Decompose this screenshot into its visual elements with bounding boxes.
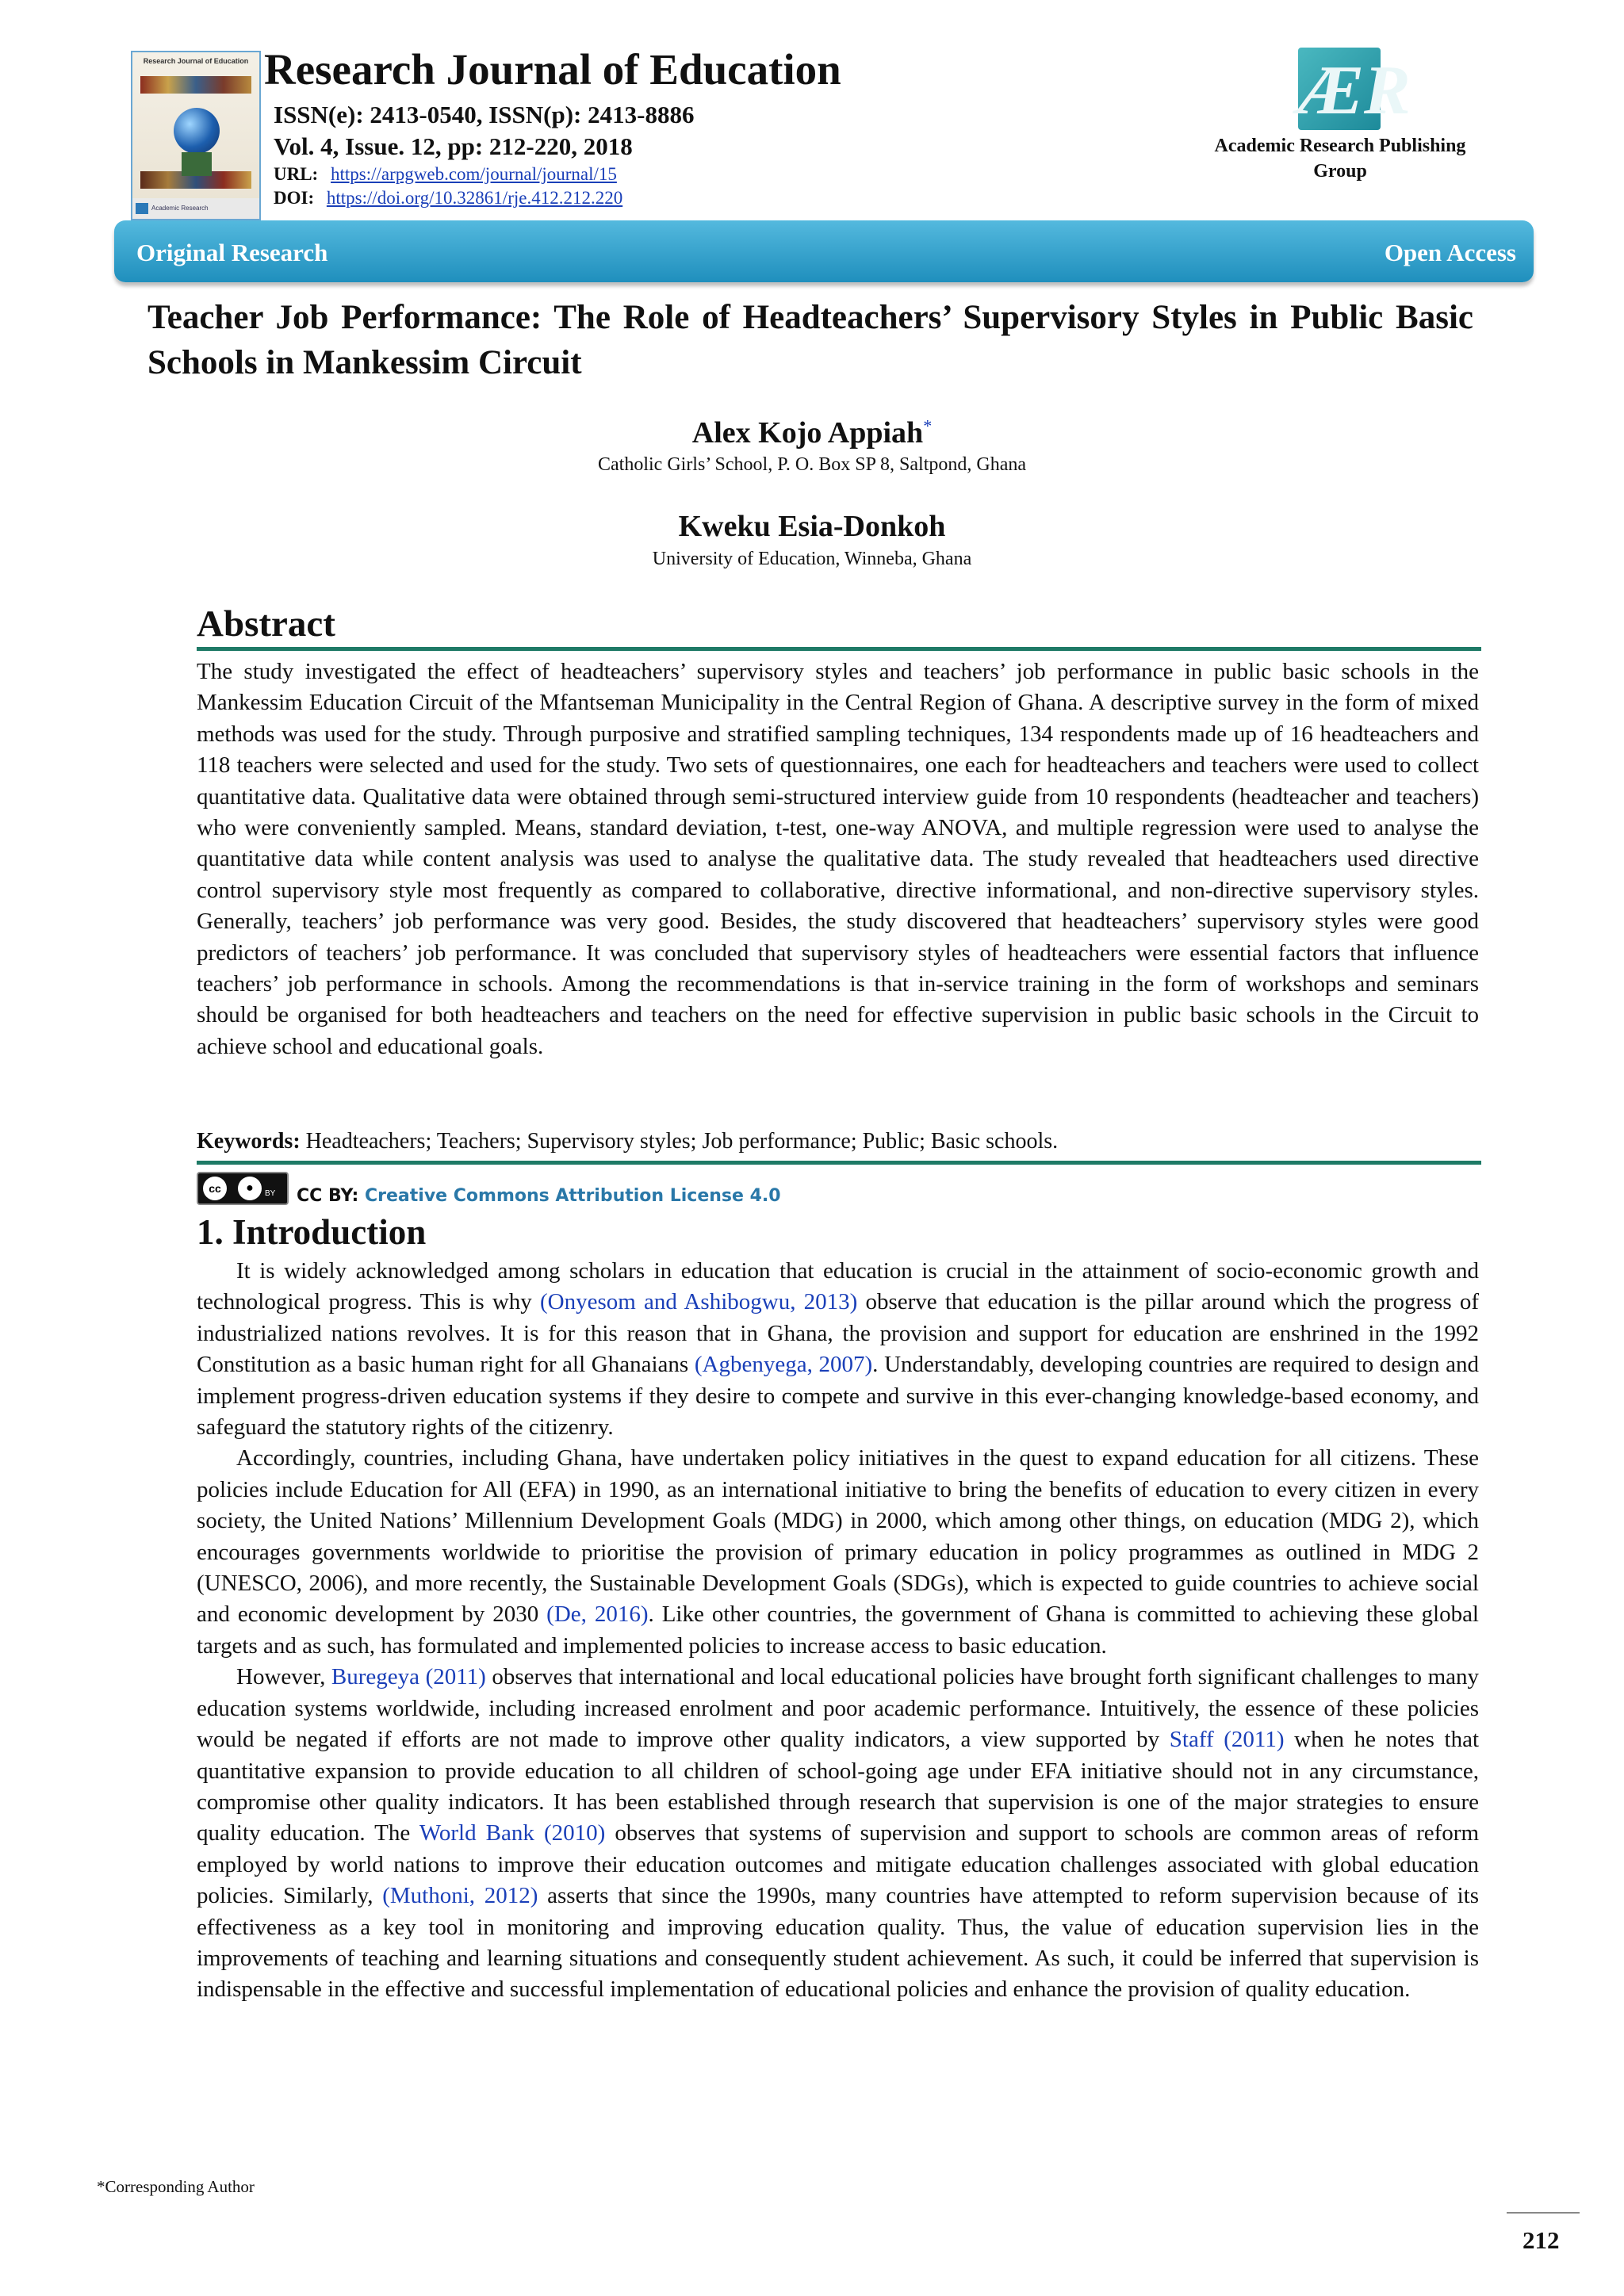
article-type-banner bbox=[114, 220, 1534, 282]
author-1: Alex Kojo Appiah bbox=[691, 416, 924, 450]
citation-link[interactable]: (Muthoni, 2012) bbox=[382, 1883, 538, 1909]
citation-link[interactable]: Buregeya (2011) bbox=[331, 1664, 486, 1690]
citation-link[interactable]: World Bank (2010) bbox=[419, 1820, 606, 1846]
cover-title: Research Journal of Education bbox=[143, 57, 249, 65]
abstract-text: The study investigated the effect of headteachers’ supervisory styles and teachers’ job performance in public basic schools in the Mankessim Education Circuit of the Mfantseman Municipality in the Central Region of Ghana. A descriptive survey in the form of mixed methods was used for the study. Through purposive and stratified sampling techniques, 134 respondents made up of 16 headteachers and 118 teachers were selected and used for the study. Two sets of questionnaires, one each for headteachers and teachers were used to collect quantitative data. Qualitative data were obtained through semi-structured interview guide from 10 respondents (headteacher and teachers) who were conveniently sampled. Means, standard deviation, t-test, one-way ANOVA, and multiple regression were used to analyse the quantitative data while content analysis was used to analyse the qualitative data. The study revealed that headteachers used directive control supervisory style most frequently as compared to collaborative, directive informational, and non-directive supervisory styles. Generally, teachers’ job performance was very good. Besides, the study discovered that headteachers’ supervisory styles were good predictors of teachers’ job performance. It was concluded that supervisory styles of headteachers were essential factors that influence teachers’ job performance in schools. Among the recommendations is that in-service training in the form of workshops and seminars should be organised for both headteachers and teachers on the need for effective supervision in public basic schools in the Circuit to achieve school and educational goals. bbox=[197, 659, 1479, 1059]
author-affiliation-2: University of Education, Winneba, Ghana bbox=[652, 549, 972, 569]
url-line bbox=[274, 164, 617, 185]
page-number-rule bbox=[1507, 2212, 1580, 2214]
license-label: CC BY: bbox=[297, 1186, 359, 1206]
book-stack bbox=[182, 152, 212, 176]
paper-title: Teacher Job Performance: The Role of Headteachers’ Supervisory Styles in Public Basic Schools in Mankessim Circuit bbox=[147, 299, 1473, 381]
journal-title: Research Journal of Education bbox=[264, 45, 841, 94]
doi-line bbox=[274, 188, 622, 209]
introduction-body bbox=[197, 1256, 1479, 2006]
doi-link[interactable]: https://doi.org/10.32861/rje.412.212.220 bbox=[326, 188, 623, 208]
url-label: URL: bbox=[274, 164, 319, 184]
citation-link[interactable]: (De, 2016) bbox=[546, 1601, 649, 1628]
intro-paragraph-3: However, Buregeya (2011) observes that international and local educational policies have brought forth significant challenges to many education systems worldwide, including increased enrolment and poor academic performance. Intuitively, the essence of these policies would be negated if efforts are not made to improve other quality indicators, a view supported by Staff (2011) when he notes that quantitative expansion to provide education to all children of school-going age under EFA initiative should not in any circumstance, compromise other quality indicators. It has been established through research that supervision is one of the major strategies to ensure quality education. The World Bank (2010) observes that systems of supervision and support to schools are common areas of reform employed by world nations to improve their education outcomes and mitigate education challenges associated with global education policies. Similarly, (Muthoni, 2012) asserts that since the 1990s, many countries have attempted to reform supervision because of its effectiveness as a key tool in monitoring and improving education quality. Thus, the value of education supervision lies in the improvements of teaching and learning situations and consequently student achievement. As such, it could be inferred that supervision is indispensable in the effective and successful implementation of educational policies and enhance the provision of quality education. bbox=[197, 1664, 1480, 2003]
abstract-heading: Abstract bbox=[197, 603, 335, 645]
journal-url-link[interactable]: https://arpgweb.com/journal/journal/15 bbox=[330, 164, 617, 184]
citation-link[interactable]: (Onyesom and Ashibogwu, 2013) bbox=[540, 1289, 858, 1315]
author-name-2: Kweku Esia-Donkoh bbox=[678, 510, 946, 543]
keywords-list: Headteachers; Teachers; Supervisory styles; Job performance; Public; Basic schools. bbox=[305, 1129, 1059, 1154]
author-name-1 bbox=[0, 415, 1624, 450]
journal-cover-image bbox=[131, 51, 261, 220]
license-link[interactable]: Creative Commons Attribution License 4.0 bbox=[365, 1186, 781, 1206]
corresponding-author-mark[interactable]: * bbox=[923, 415, 933, 436]
section-heading-introduction: 1. Introduction bbox=[197, 1212, 427, 1252]
doi-label: DOI: bbox=[274, 188, 315, 208]
page-number: 212 bbox=[1522, 2226, 1560, 2254]
cover-footer bbox=[132, 198, 259, 219]
keywords-label: Keywords: bbox=[197, 1129, 301, 1154]
publisher-name bbox=[1174, 133, 1507, 185]
cover-publisher: Academic Research bbox=[151, 205, 209, 212]
abstract-top-rule bbox=[197, 647, 1481, 651]
publisher-line1: Academic Research Publishing bbox=[1214, 136, 1466, 156]
by-person-icon: ● bbox=[238, 1177, 262, 1200]
citation-link[interactable]: (Agbenyega, 2007) bbox=[694, 1352, 873, 1378]
banner-original-research: Original Research bbox=[136, 239, 328, 266]
banner-open-access: Open Access bbox=[1384, 239, 1516, 266]
corresponding-author-footnote: *Corresponding Author bbox=[97, 2177, 255, 2196]
author-affiliation-1: Catholic Girls’ School, P. O. Box SP 8, Saltpond, Ghana bbox=[598, 454, 1026, 475]
books-shelf-top bbox=[140, 76, 251, 94]
publisher-mini-logo bbox=[136, 203, 148, 214]
intro-paragraph-1: It is widely acknowledged among scholars in education that education is crucial in the attainment of socio-economic growth and technological progress. This is why (Onyesom and Ashibogwu, 2013) observe that education is the pillar around which the progress of industrialized nations revolves. It is for this reason that in Ghana, the provision and support for education are enshrined in the 1992 Constitution as a basic human right for all Ghanaians (Agbenyega, 2007). Understandably, developing countries are required to design and implement progress-driven education systems if they desire to compete and survive in this ever-changing knowledge-based economy, and safeguard the statutory rights of the citizenry. bbox=[197, 1258, 1479, 1441]
arp-logo-icon: ÆR bbox=[1298, 48, 1381, 130]
issn-line: ISSN(e): 2413-0540, ISSN(p): 2413-8886 bbox=[274, 101, 695, 128]
abstract-bottom-rule bbox=[197, 1161, 1481, 1165]
volume-line: Vol. 4, Issue. 12, pp: 212-220, 2018 bbox=[274, 132, 633, 160]
by-icon-label: BY bbox=[265, 1189, 276, 1198]
globe-icon bbox=[174, 108, 220, 154]
cc-by-license-icon[interactable] bbox=[197, 1172, 289, 1205]
intro-paragraph-2: Accordingly, countries, including Ghana, have undertaken policy initiatives in the quest to expand education for all citizens. These policies include Education for All (EFA) in 1990, as an international initiative to bring the benefits of education to every citizen in every society, the United Nations’ Millennium Development Goals (MDG) in 2000, which among other things, on education (MDG 2), which encourages governments worldwide to prioritise the provision of primary education in policy programmes as outlined in MDG 2 (UNESCO, 2006), and more recently, the Sustainable Development Goals (SDGs), which is expected to guide countries to achieve social and economic development by 2030 (De, 2016). Like other countries, the government of Ghana is committed to achieving these global targets and as such, has formulated and implemented policies to increase access to basic education. bbox=[197, 1445, 1479, 1659]
publisher-line2: Group bbox=[1313, 161, 1367, 182]
cc-icon: cc bbox=[203, 1177, 227, 1200]
citation-link[interactable]: Staff (2011) bbox=[1169, 1727, 1285, 1753]
keywords-line bbox=[197, 1127, 1479, 1156]
license-line bbox=[297, 1186, 781, 1206]
